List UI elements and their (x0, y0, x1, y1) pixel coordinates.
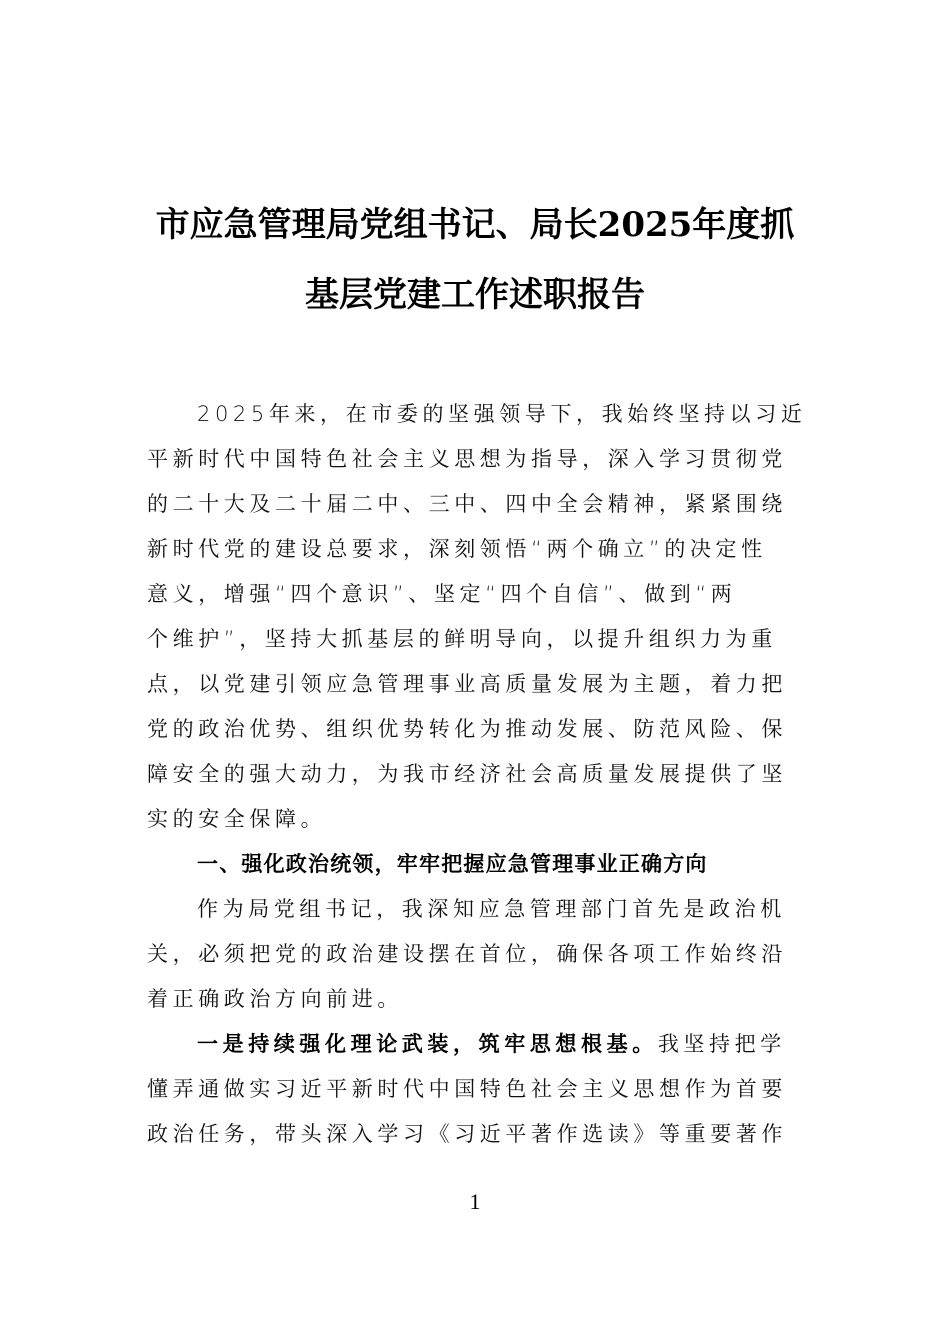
text-line: 2025年来，在市委的坚强领导下，我始终坚持以习近 (197, 402, 807, 426)
text-line: 关，必须把党的政治建设摆在首位，确保各项工作始终沿 (147, 942, 787, 966)
document-body (147, 392, 807, 1157)
text-line: 作为局党组书记，我深知应急管理部门首先是政治机 (197, 897, 786, 921)
section-heading (147, 842, 804, 887)
title-line-2: 基层党建工作述职报告 (305, 275, 645, 315)
text-line: 意义，增强“四个意识”、坚定“四个自信”、做到“两 (147, 582, 737, 606)
page-number: 1 (469, 1189, 481, 1214)
section-paragraph (147, 887, 804, 1022)
text-line: 实的安全保障。 (147, 807, 327, 831)
text-line: 政治任务，带头深入学习《习近平著作选读》等重要著作 (147, 1122, 787, 1146)
text-line: 新时代党的建设总要求，深刻领悟“两个确立”的决定性 (147, 537, 767, 561)
text-line: 个维护”，坚持大抓基层的鲜明导向，以提升组织力为重 (147, 627, 777, 651)
text-line: 障安全的强大动力，为我市经济社会高质量发展提供了坚 (147, 762, 787, 786)
intro-paragraph (147, 392, 807, 842)
text-line: 懂弄通做实习近平新时代中国特色社会主义思想作为首要 (147, 1077, 787, 1101)
subsection-lead: 一是持续强化理论武装，筑牢思想根基。 (197, 1032, 658, 1056)
text-line: 党的政治优势、组织优势转化为推动发展、防范风险、保 (147, 717, 787, 741)
text-line (147, 1022, 804, 1067)
text-line: 着正确政治方向前进。 (147, 987, 403, 1011)
text-line: 点，以党建引领应急管理事业高质量发展为主题，着力把 (147, 672, 787, 696)
subsection-paragraph (147, 1022, 804, 1157)
title-line-1: 市应急管理局党组书记、局长2025年度抓 (155, 205, 795, 245)
text-line: 的二十大及二十届二中、三中、四中全会精神，紧紧围绕 (147, 492, 787, 516)
section-heading-text: 一、强化政治统领，牢牢把握应急管理事业正确方向 (197, 852, 708, 876)
text-fragment: 我坚持把学 (657, 1032, 786, 1056)
text-line: 平新时代中国特色社会主义思想为指导，深入学习贯彻党 (147, 447, 787, 471)
document-title (140, 190, 810, 330)
